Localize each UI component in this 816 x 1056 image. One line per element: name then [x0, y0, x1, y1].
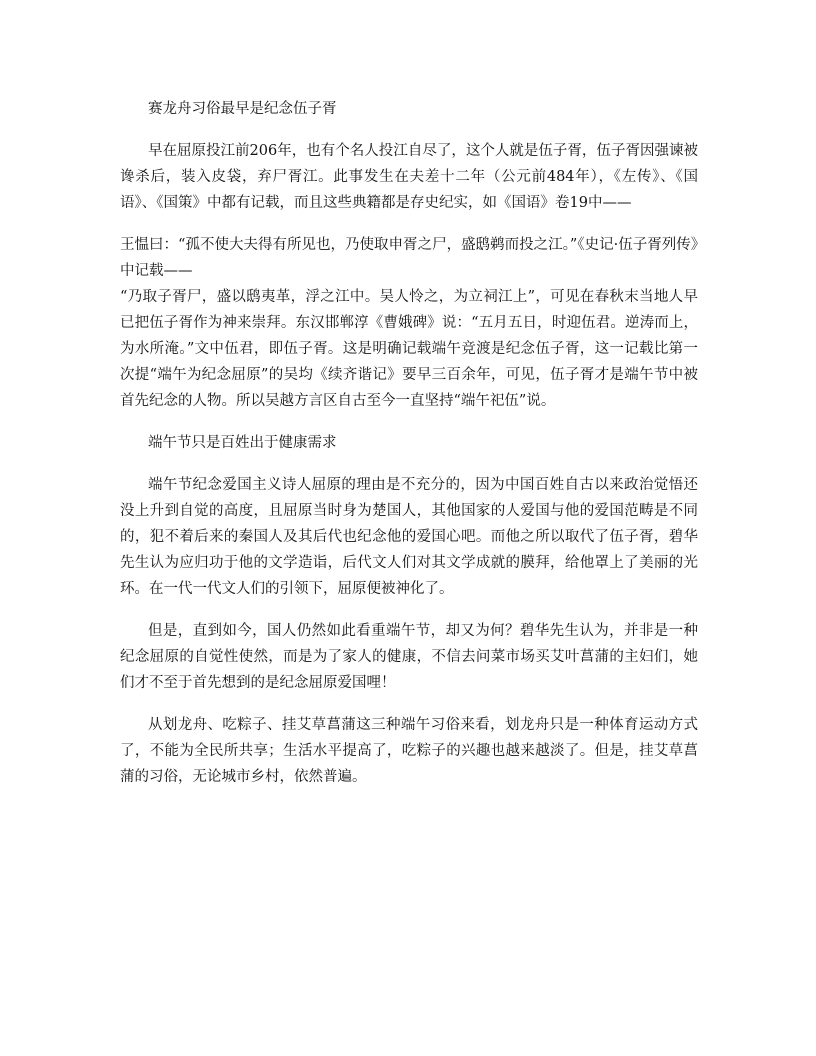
paragraph-shiji-quote: “乃取子胥尸，盛以鸱夷革，浮之江中。吴人怜之，为立祠江上”，可见在春秋末当地人早已把伍子胥作为神来崇拜。东汉邯郸淳《曹娥碑》说：“五月五日，时迎伍君。逆涛而上，为水所淹。”文中伍君，即伍子胥。这是明确记载端午竞渡是纪念伍子胥，这一记载比第一次提“端午为纪念屈原”的吴均《续齐谐记》要早三百余年，可见，伍子胥才是端午节中被首先纪念的人物。所以吴越方言区自古至今一直坚持“端午祀伍”说。	[120, 289, 698, 409]
document-page	[120, 96, 698, 806]
paragraph-qu-yuan-argument: 端午节纪念爱国主义诗人屈原的理由是不充分的，因为中国百姓自古以来政治觉悟还没上升到自觉的高度，且屈原当时身为楚国人，其他国家的人爱国与他的爱国范畴是不同的，犯不着后来的秦国人及其后代也纪念他的爱国心吧。而他之所以取代了伍子胥，碧华先生认为应归功于他的文学造诣，后代文人们对其文学成就的膜拜，给他罩上了美丽的光环。在一代一代文人们的引领下，屈原便被神化了。	[120, 477, 698, 597]
section-title-health-needs: 端午节只是百姓出于健康需求	[148, 435, 337, 451]
paragraph-family-health: 但是，直到如今，国人仍然如此看重端午节，却又为何？碧华先生认为，并非是一种纪念屈原的自觉性使然，而是为了家人的健康，不信去问菜市场买艾叶菖蒲的主妇们，她们才不至于首先想到的是纪念屈原爱国哩！	[120, 623, 698, 691]
section-title-dragon-boat: 赛龙舟习俗最早是纪念伍子胥	[148, 101, 337, 117]
paragraph-guoyu-quote: 王愠曰：“孤不使大夫得有所见也，乃使取申胥之尸，盛鸱鹈而投之江。”《史记·伍子胥列传》中记载——	[120, 237, 698, 279]
paragraph-wu-zixu-intro: 早在屈原投江前206年，也有个名人投江自尽了，这个人就是伍子胥，伍子胥因强谏被谗杀后，装入皮袋，弃尸胥江。此事发生在夫差十二年（公元前484年），《左传》、《国语》、《国策》中都有记载，而且这些典籍都是存史纪实，如《国语》卷19中——	[120, 143, 698, 211]
paragraph-customs: 从划龙舟、吃粽子、挂艾草菖蒲这三种端午习俗来看，划龙舟只是一种体育运动方式了，不能为全民所共享；生活水平提高了，吃粽子的兴趣也越来越淡了。但是，挂艾草菖蒲的习俗，无论城市乡村，依然普遍。	[120, 717, 698, 785]
